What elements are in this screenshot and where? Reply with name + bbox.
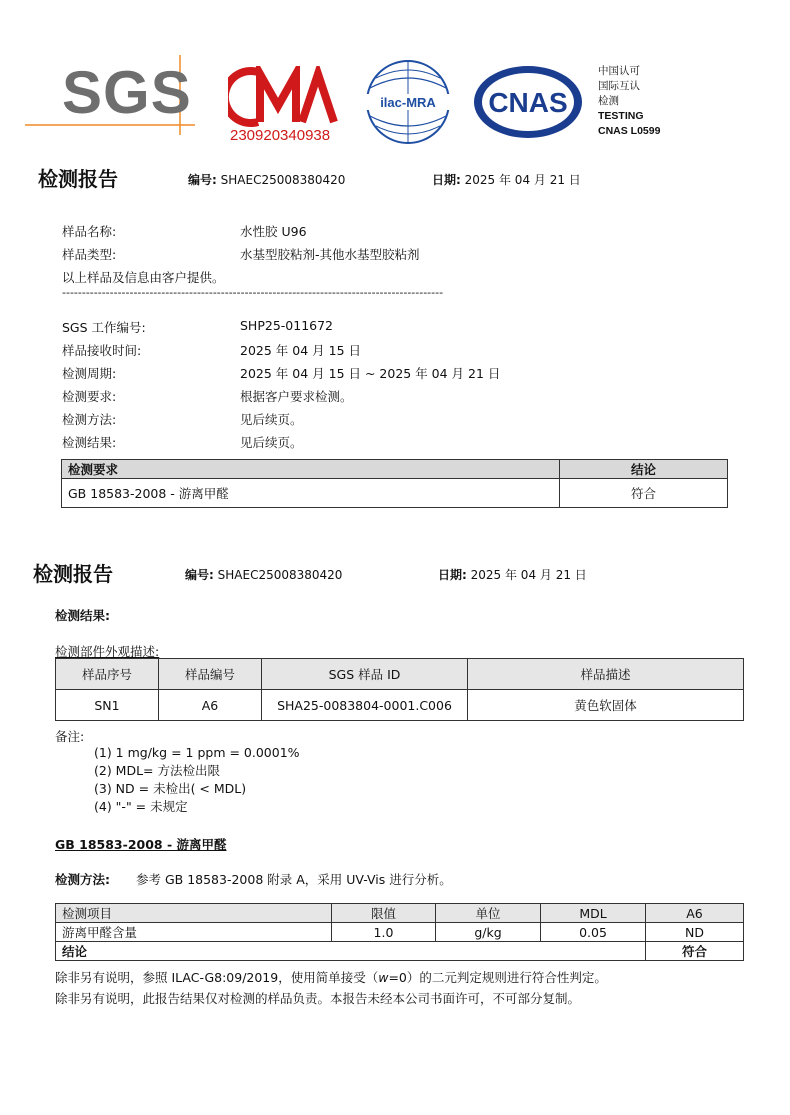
cnas-logo-text: CNAS xyxy=(488,87,568,118)
sample-header-desc: 样品描述 xyxy=(468,659,744,690)
footer-note-1-post: =0）的二元判定规则进行符合性判定。 xyxy=(388,970,607,985)
sample-cell-desc: 黄色软固体 xyxy=(468,690,744,721)
conclusion-label: 结论 xyxy=(56,942,646,961)
page1-title: 检测报告 xyxy=(38,167,118,191)
summary-cell-request: GB 18583-2008 - 游离甲醛 xyxy=(62,479,560,508)
ilac-mra-text: ilac-MRA xyxy=(380,95,436,110)
cnas-line: 国际互认 xyxy=(598,80,640,92)
method-label: 检测方法: xyxy=(62,412,117,427)
ilac-mra-logo xyxy=(360,58,456,146)
results-heading: 检测结果: xyxy=(55,608,110,623)
page1-report-no xyxy=(188,171,345,188)
sample-header-seq: 样品序号 xyxy=(56,659,159,690)
note-item: (4) "-" = 未规定 xyxy=(94,799,188,814)
result-cell-limit: 1.0 xyxy=(332,923,436,942)
date-label: 日期: xyxy=(432,173,461,187)
report-no-value: SHAEC25008380420 xyxy=(220,173,346,187)
sample-header-id: SGS 样品 ID xyxy=(262,659,468,690)
summary-header-request: 检测要求 xyxy=(62,460,560,479)
cnas-logo xyxy=(472,64,584,140)
sample-name-value: 水性胶 U96 xyxy=(240,224,307,239)
table-row xyxy=(56,942,744,961)
result-table xyxy=(55,903,744,961)
cma-number: 230920340938 xyxy=(230,127,331,144)
page2-report-no xyxy=(185,566,342,583)
client-note: 以上样品及信息由客户提供。 xyxy=(62,270,225,285)
request-row xyxy=(0,387,790,407)
test-method-row xyxy=(55,870,452,888)
report-no-value: SHAEC25008380420 xyxy=(217,568,343,582)
method-row xyxy=(0,410,790,430)
period-value: 2025 年 04 月 15 日 ~ 2025 年 04 月 21 日 xyxy=(240,366,501,381)
notes-label: 备注: xyxy=(55,729,85,744)
cnas-accreditation xyxy=(598,64,660,139)
summary-cell-conclusion: 符合 xyxy=(560,479,728,508)
table-row xyxy=(56,690,744,721)
date-value: 2025 年 04 月 21 日 xyxy=(470,568,587,582)
job-no-label: SGS 工作编号: xyxy=(62,320,146,335)
page2-date xyxy=(438,566,587,583)
result-cell-item: 游离甲醛含量 xyxy=(56,923,332,942)
request-label: 检测要求: xyxy=(62,389,117,404)
appearance-heading: 检测部件外观描述: xyxy=(55,644,160,659)
method-value: 见后续页。 xyxy=(240,412,303,427)
period-row xyxy=(0,364,790,384)
footer-note-2: 除非另有说明，此报告结果仅对检测的样品负责。本报告未经本公司书面许可，不可部分复制。 xyxy=(55,991,581,1006)
sample-name-label: 样品名称: xyxy=(62,224,117,239)
result-value: 见后续页。 xyxy=(240,435,303,450)
note-item: (3) ND = 未检出( < MDL) xyxy=(94,781,247,796)
period-label: 检测周期: xyxy=(62,366,117,381)
cnas-line: CNAS L0599 xyxy=(598,125,661,137)
test-method-label: 检测方法: xyxy=(55,872,110,887)
received-label: 样品接收时间: xyxy=(62,343,142,358)
sample-cell-seq: SN1 xyxy=(56,690,159,721)
result-cell-a6: ND xyxy=(646,923,744,942)
footer-note-1-w: w xyxy=(378,970,389,985)
cma-logo xyxy=(228,66,338,128)
report-no-label: 编号: xyxy=(185,568,214,582)
result-row xyxy=(0,433,790,453)
cnas-line: 中国认可 xyxy=(598,65,640,77)
result-label: 检测结果: xyxy=(62,435,117,450)
conclusion-value: 符合 xyxy=(646,942,744,961)
page1-date xyxy=(432,171,581,188)
footer-note-1 xyxy=(55,968,607,986)
job-no-value: SHP25-011672 xyxy=(240,318,334,333)
result-header-a6: A6 xyxy=(646,904,744,923)
sample-table xyxy=(55,658,744,721)
sample-name-row xyxy=(0,222,790,242)
table-row xyxy=(62,479,728,508)
cma-logo-text: CMA xyxy=(228,66,231,67)
cnas-line: TESTING xyxy=(598,110,644,122)
standard-heading: GB 18583-2008 - 游离甲醛 xyxy=(55,837,227,852)
result-cell-unit: g/kg xyxy=(436,923,541,942)
summary-header-conclusion: 结论 xyxy=(560,460,728,479)
result-header-mdl: MDL xyxy=(541,904,646,923)
result-header-item: 检测项目 xyxy=(56,904,332,923)
cnas-line: 检测 xyxy=(598,95,619,107)
result-header-limit: 限值 xyxy=(332,904,436,923)
result-header-unit: 单位 xyxy=(436,904,541,923)
sample-type-label: 样品类型: xyxy=(62,247,117,262)
date-value: 2025 年 04 月 21 日 xyxy=(464,173,581,187)
sample-cell-no: A6 xyxy=(159,690,262,721)
report-no-label: 编号: xyxy=(188,173,217,187)
received-row xyxy=(0,341,790,361)
request-value: 根据客户要求检测。 xyxy=(240,389,353,404)
notes-list xyxy=(94,744,300,816)
sample-type-row xyxy=(0,245,790,265)
table-row xyxy=(56,923,744,942)
received-value: 2025 年 04 月 15 日 xyxy=(240,343,361,358)
sample-cell-id: SHA25-0083804-0001.C006 xyxy=(262,690,468,721)
sgs-logo-text: SGS xyxy=(62,59,192,126)
summary-table xyxy=(61,459,728,508)
page2-title: 检测报告 xyxy=(33,562,113,586)
test-method-value: 参考 GB 18583-2008 附录 A，采用 UV-Vis 进行分析。 xyxy=(135,872,452,887)
date-label: 日期: xyxy=(438,568,467,582)
sample-header-no: 样品编号 xyxy=(159,659,262,690)
note-item: (2) MDL= 方法检出限 xyxy=(94,763,221,778)
sample-type-value: 水基型胶粘剂-其他水基型胶粘剂 xyxy=(240,247,420,262)
result-cell-mdl: 0.05 xyxy=(541,923,646,942)
job-no-row xyxy=(0,318,790,338)
divider-line: ------------------------------------------------------------------------------------------------ xyxy=(62,286,444,299)
note-item: (1) 1 mg/kg = 1 ppm = 0.0001% xyxy=(94,745,300,760)
footer-note-1-pre: 除非另有说明，参照 ILAC-G8:09/2019，使用简单接受（ xyxy=(55,970,379,985)
